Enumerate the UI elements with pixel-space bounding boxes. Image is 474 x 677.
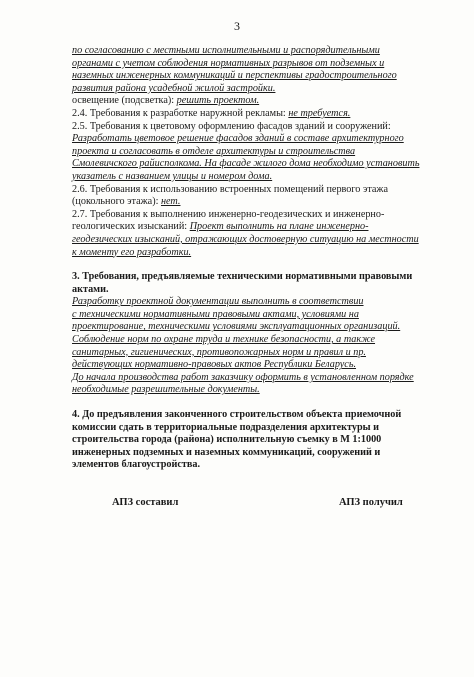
section-3-heading-2: актами. <box>72 283 109 295</box>
text-line: по согласованию с местными исполнительными и распорядительными <box>72 45 380 56</box>
item-2-4-value: не требуется. <box>288 107 351 119</box>
text-line: проектирование, техническими условиями эксплуатационных организаций. <box>72 321 401 333</box>
item-2-4-label: 2.4. Требования к разработке наружной рекламы: <box>72 107 286 119</box>
item-2-6-line2 <box>72 196 434 209</box>
text-line: действующих нормативно-правовых актов Республики Беларусь. <box>72 359 357 371</box>
section-4-line: инженерных подземных и наземных коммуникаций, сооружений и <box>72 446 381 458</box>
lighting-line <box>72 95 434 108</box>
lighting-label: освещение (подсветка): <box>72 95 175 107</box>
item-2-5-label: 2.5. Требования к цветовому оформлению фасадов зданий и сооружений: <box>72 120 391 132</box>
text-line: необходимые разрешительные документы. <box>72 384 260 396</box>
text-line: До начала производства работ заказчику оформить в установленном порядке <box>72 371 414 383</box>
section-4-line: комиссии сдать в территориальные подразделения архитектуры и <box>72 421 379 433</box>
text-line: геодезических изысканий, отражающих достоверную ситуацию на местности <box>72 233 419 245</box>
section-4-line: 4. До предъявления законченного строительством объекта приемочной <box>72 409 402 421</box>
lighting-value: решить проектом. <box>176 95 260 107</box>
text-line: развития района усадебной жилой застройки. <box>72 82 276 94</box>
item-2-4 <box>72 108 434 121</box>
text-line: с техническими нормативными правовыми актами, условиями на <box>72 308 359 320</box>
item-2-6-value: нет. <box>160 196 181 208</box>
section-4-line: строительства города (района) исполнительную съемку в М 1:1000 <box>72 434 382 446</box>
text-line: Разработку проектной документации выполнить в соответствии <box>72 296 364 308</box>
text-line: органами с учетом соблюдения нормативных разрывов от подземных и <box>72 57 385 69</box>
item-2-7-label2: геологических изысканий: <box>72 221 188 233</box>
section-4-line: элементов благоустройства. <box>72 459 200 471</box>
item-2-6-label: 2.6. Требования к использованию встроенных помещений первого этажа <box>72 183 388 195</box>
item-2-7-label: 2.7. Требования к выполнению инженерно-геодезических и инженерно- <box>72 208 385 220</box>
signature-compiled: АПЗ составил <box>112 497 179 508</box>
item-2-7-value: Проект выполнить на плане инженерно- <box>189 221 369 233</box>
section-3-heading: 3. Требования, предъявляемые техническими нормативными правовыми <box>72 271 413 283</box>
text-line: наземных инженерных коммуникаций и перспективы градостроительного <box>72 70 397 82</box>
text-line: Разработать цветовое решение фасадов зданий в составе архитектурного <box>72 133 404 145</box>
item-2-6-label2: (цокольного этажа): <box>72 196 159 208</box>
text-line: Соблюдение норм по охране труда и технике безопасности, а также <box>72 334 376 346</box>
document-body <box>72 45 434 472</box>
text-line: проекта и согласовать в отделе архитектуры и строительства <box>72 145 356 157</box>
text-line: Смолевичского райисполкома. На фасаде жилого дома необходимо установить <box>72 158 420 170</box>
signature-received: АПЗ получил <box>339 497 403 508</box>
item-2-7-line2 <box>72 221 434 234</box>
page-number: 3 <box>234 19 240 33</box>
text-line: санитарных, гигиенических, противопожарных норм и правил и пр. <box>72 346 366 358</box>
text-line: к моменту его разработки. <box>72 246 192 258</box>
text-line: указатель с названием улицы и номером дома. <box>72 170 273 182</box>
